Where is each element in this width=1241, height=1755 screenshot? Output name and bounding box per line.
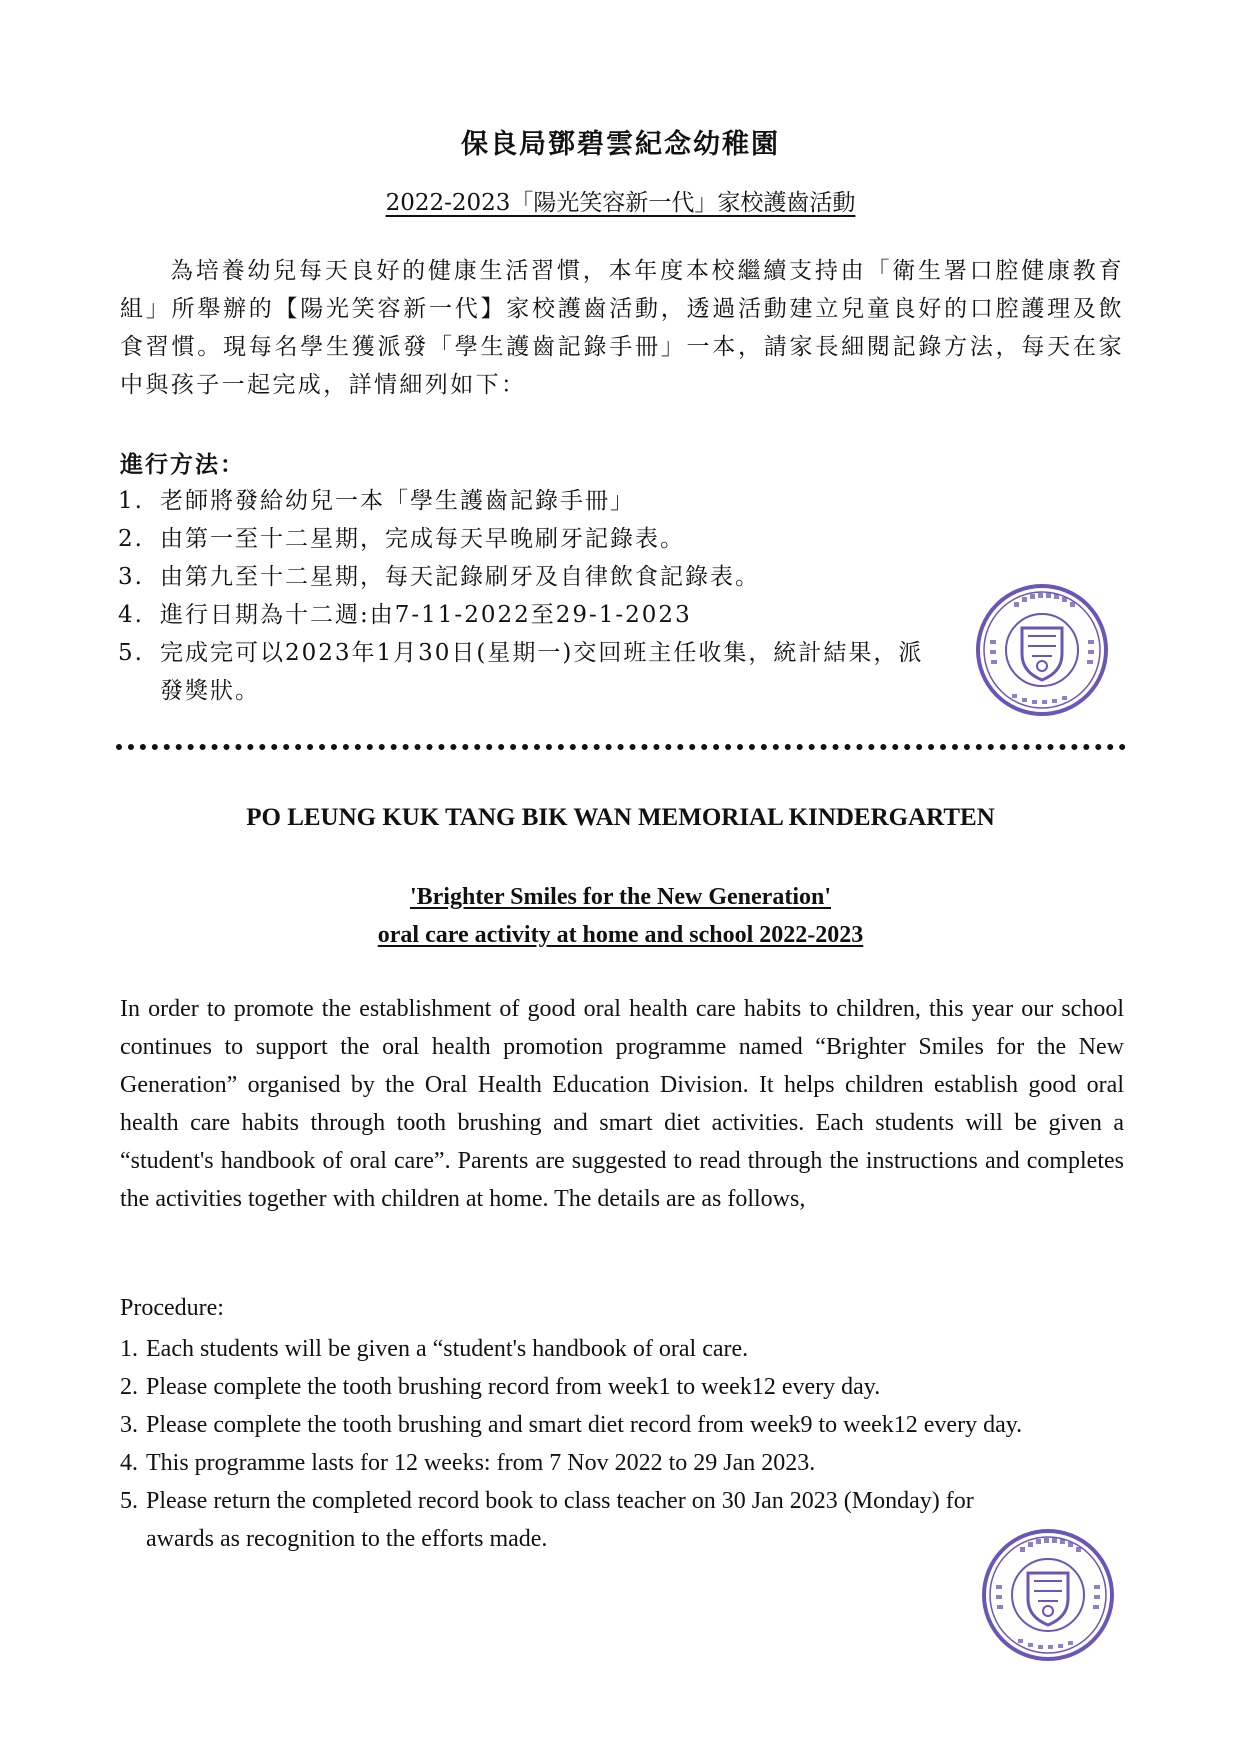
zh-item-text: 進行日期為十二週:由7-11-2022至29-1-2023	[160, 602, 692, 628]
zh-school-name: 保良局鄧碧雲紀念幼稚園	[461, 129, 780, 160]
zh-item-number: 4.	[118, 602, 144, 628]
zh-intro-paragraph: 為培養幼兒每天良好的健康生活習慣，本年度本校繼續支持由「衛生署口腔健康教育組」所舉辦的【陽光笑容新一代】家校護齒活動，透過活動建立兒童良好的口腔護理及飲食習慣。現每名學生獲派發「學生護齒記錄手冊」一本，請家長細閱記錄方法，每天在家中與孩子一起完成，詳情細列如下：	[120, 258, 1124, 398]
zh-item-text: 完成完可以2023年1月30日(星期一)交回班主任收集，統計結果，派發獎狀。	[160, 640, 924, 704]
en-procedure-item	[120, 1406, 1106, 1444]
en-activity-title-line2: oral care activity at home and school 2022-2023	[377, 922, 864, 948]
zh-procedure-item	[118, 634, 940, 710]
en-procedure-item	[120, 1444, 1105, 1482]
zh-procedure-item	[118, 596, 958, 634]
en-item-text: Each students will be given a “student's handbook of oral care.	[146, 1336, 749, 1362]
zh-procedure-list	[118, 482, 958, 710]
zh-activity-title: 2022-2023「陽光笑容新一代」家校護齒活動	[385, 190, 856, 216]
en-intro-paragraph: In order to promote the establishment of good oral health care habits to children, this year our school continues to support the oral health promotion programme named “Brighter Smiles for the New Generation” organised by the Oral Health Education Division. It helps children establish good oral health care habits through tooth brushing and smart diet activities. Each students will be given a “student's handbook of oral care”. Parents are suggested to read through the instructions and completes the activities together with children at home. The details are as follows,	[120, 996, 1124, 1212]
en-school-name: PO LEUNG KUK TANG BIK WAN MEMORIAL KINDERGARTEN	[246, 804, 995, 831]
zh-item-number: 2.	[118, 526, 144, 552]
school-seal-icon	[972, 580, 1112, 720]
en-procedure-title: Procedure:	[120, 1295, 224, 1321]
zh-item-text: 老師將發給幼兒一本「學生護齒記錄手冊」	[160, 488, 635, 514]
school-seal-icon	[978, 1525, 1118, 1665]
en-procedure-item	[120, 1330, 1105, 1368]
zh-procedure-item	[118, 520, 958, 558]
en-item-text: This programme lasts for 12 weeks: from 7 Nov 2022 to 29 Jan 2023.	[146, 1450, 816, 1476]
en-item-text: Please return the completed record book to class teacher on 30 Jan 2023 (Monday) for awards as recognition to the efforts made.	[146, 1488, 974, 1552]
en-procedure-item	[120, 1482, 976, 1558]
zh-item-number: 3.	[118, 564, 144, 590]
en-item-number: 4.	[120, 1450, 138, 1476]
zh-item-text: 由第九至十二星期，每天記錄刷牙及自律飲食記錄表。	[160, 564, 760, 590]
en-item-number: 3.	[120, 1412, 138, 1438]
en-item-text: Please complete the tooth brushing record from week1 to week12 every day.	[146, 1374, 881, 1400]
en-item-number: 2.	[120, 1374, 138, 1400]
section-divider	[116, 744, 1126, 750]
en-item-number: 1.	[120, 1336, 138, 1362]
en-item-number: 5.	[120, 1488, 138, 1514]
zh-item-number: 1.	[118, 488, 144, 514]
en-item-text: Please complete the tooth brushing and smart diet record from week9 to week12 every day.	[146, 1412, 1023, 1438]
en-activity-title-line1: 'Brighter Smiles for the New Generation'	[409, 884, 832, 910]
zh-item-number: 5.	[118, 640, 144, 666]
zh-procedure-title: 進行方法：	[120, 451, 245, 478]
zh-item-text: 由第一至十二星期，完成每天早晚刷牙記錄表。	[160, 526, 685, 552]
en-procedure-item	[120, 1368, 1105, 1406]
zh-procedure-item	[118, 482, 958, 520]
zh-procedure-item	[118, 558, 958, 596]
en-activity-title	[0, 878, 1241, 954]
en-procedure-list	[120, 1330, 1105, 1558]
